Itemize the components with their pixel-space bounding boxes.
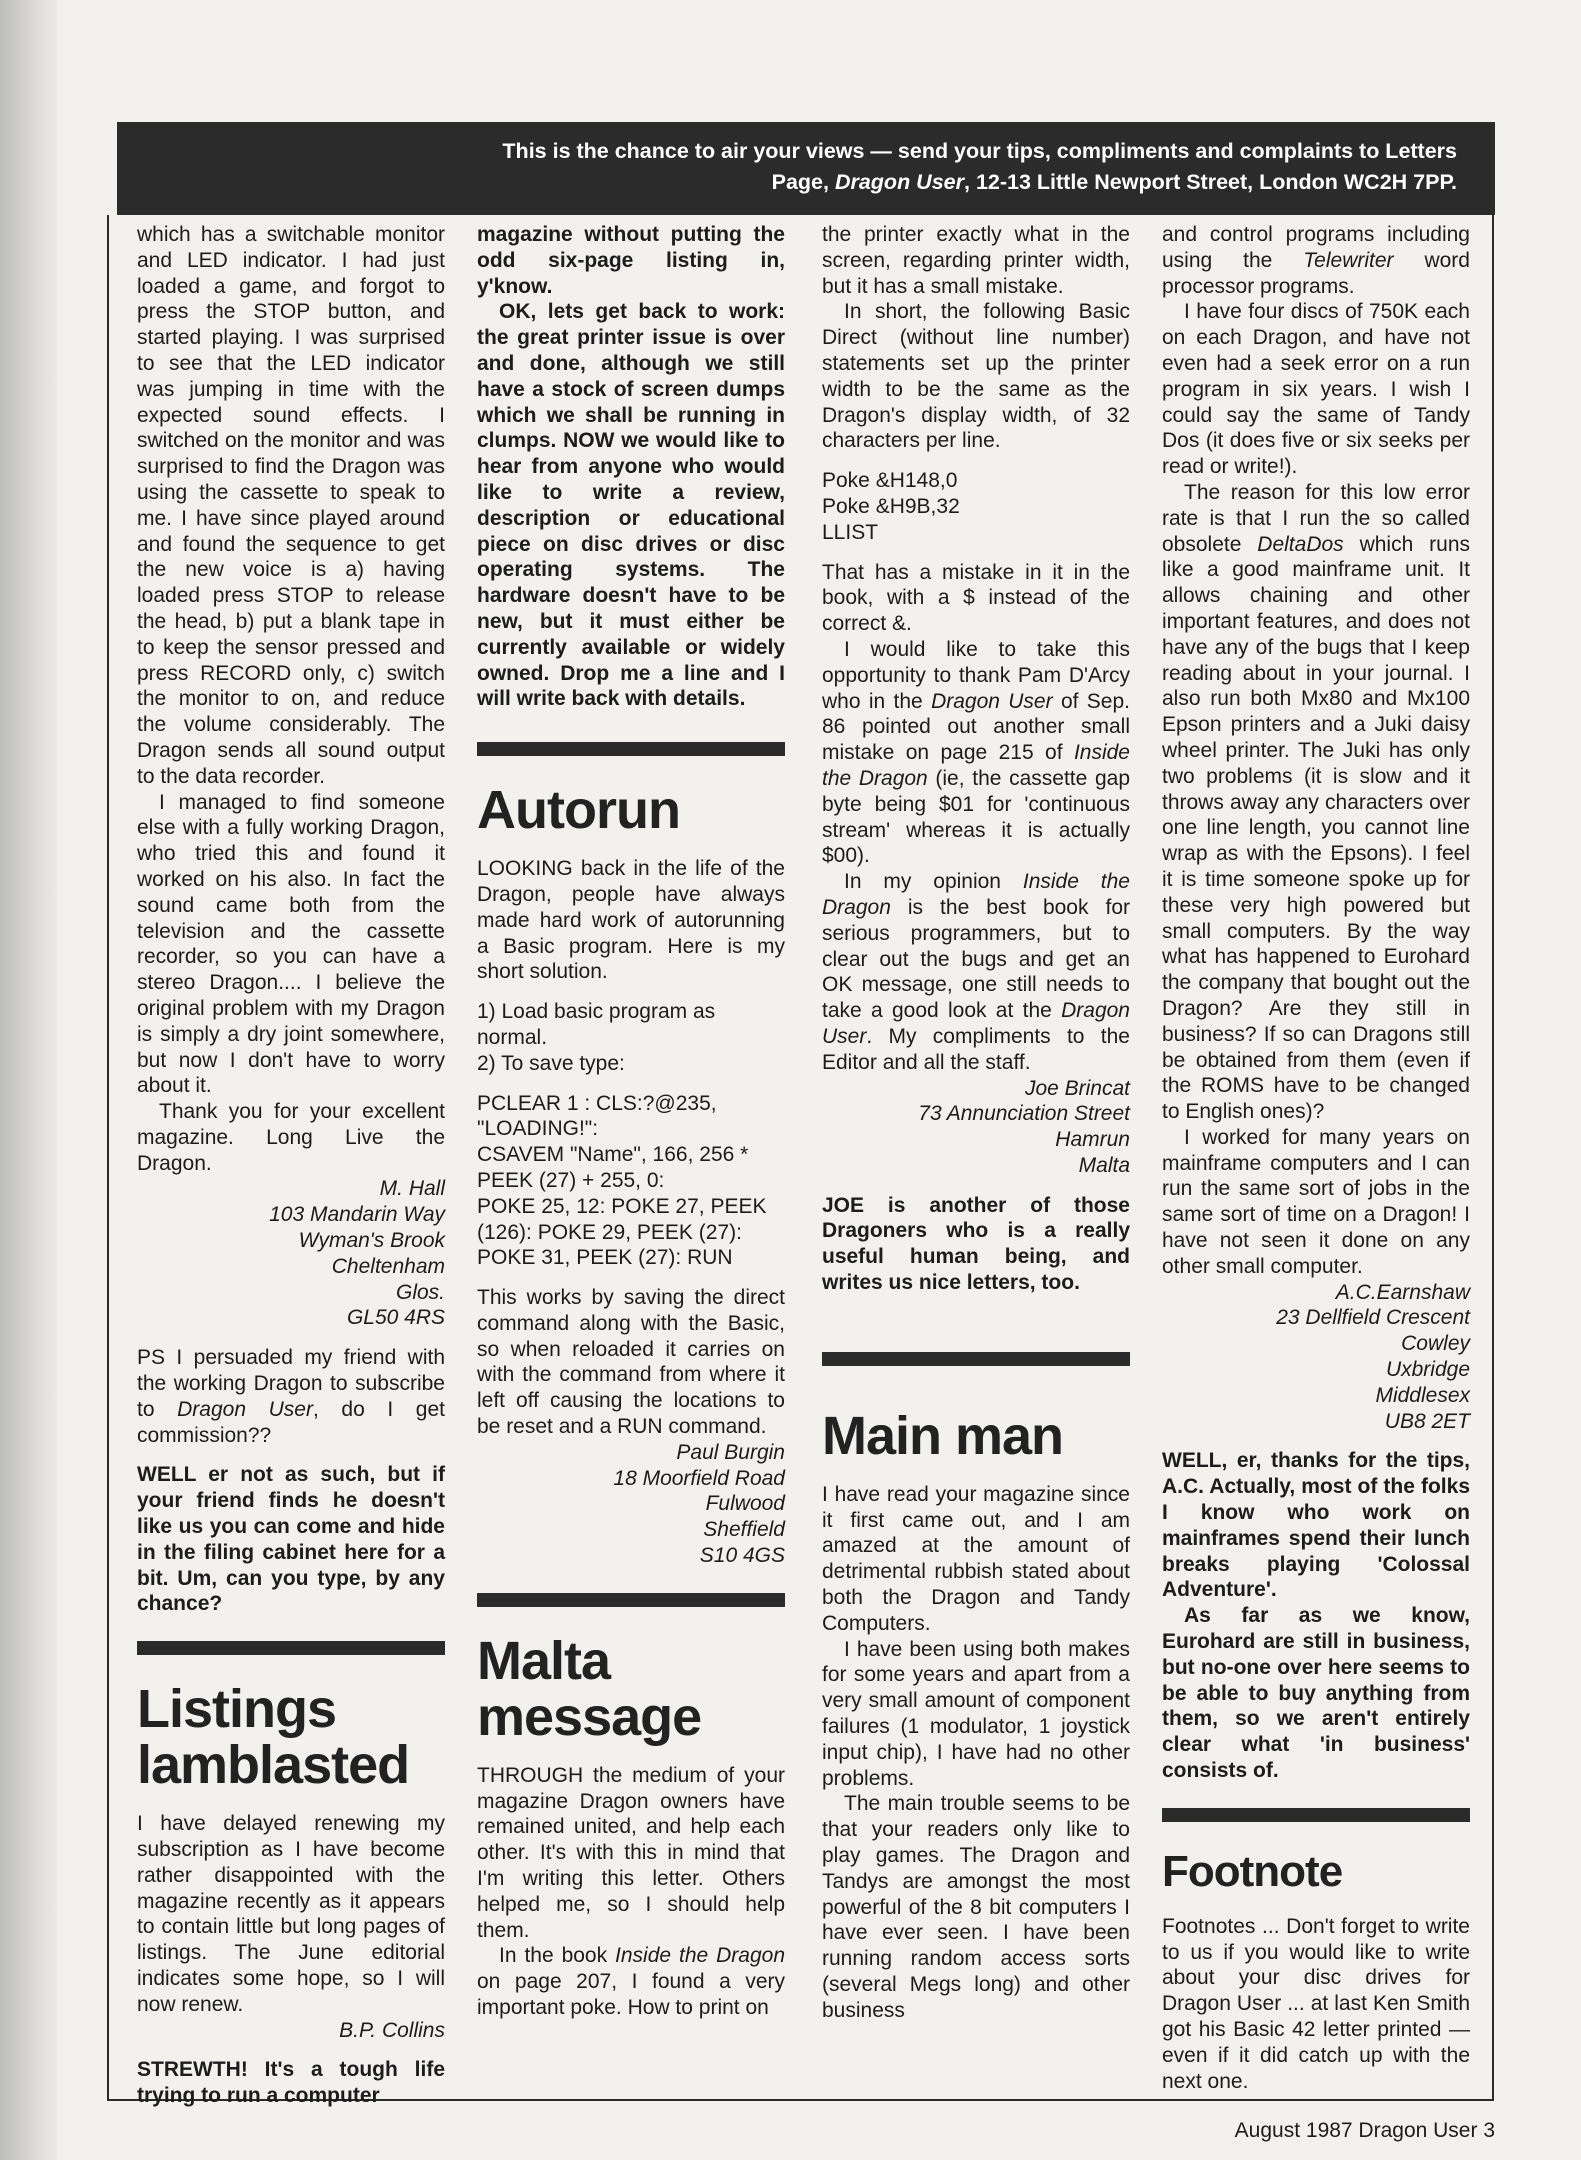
postscript [137, 1345, 445, 1448]
header-text [307, 136, 1457, 198]
code-line: CSAVEM "Name", 166, 256 * [477, 1143, 749, 1167]
letter-paragraph: Thank you for your excellent magazine. Long Live the Dragon. [137, 1100, 445, 1175]
letters-header-banner [117, 122, 1495, 215]
page-folio: August 1987 Dragon User 3 [1234, 2119, 1495, 2142]
signature-line: Cowley [1401, 1332, 1470, 1356]
header-magazine-name: Dragon User [834, 170, 964, 194]
signature-name: A.C.Earnshaw [1335, 1280, 1470, 1304]
letter-paragraph: I have been using both makes for some years and apart from a very small amount of component failures (1 modulator, 1 joystick input chip), I have had no other problems. [822, 1637, 1130, 1790]
paragraph-text: is the best book for serious programmers, but to clear out the bugs and get an OK message, one still needs to take a good look at the [822, 895, 1130, 1023]
letter-paragraph: I have four discs of 750K each on each Dragon, and have not even had a seek error on a run program in six years. I wish I could say the same of Tandy Dos (it does five or six seeks per read or write!). [1162, 300, 1470, 479]
paragraph-text: In my opinion [844, 870, 1023, 894]
header-line-2-post: , 12-13 Little Newport Street, London WC2H 7PP. [964, 170, 1457, 194]
section-divider [477, 742, 785, 756]
letter-paragraph: the printer exactly what in the screen, regarding printer width, but it has a small mistake. [822, 223, 1130, 298]
letter-paragraph: Footnotes ... Don't forget to write to us if you would like to write about your disc drives for Dragon User ... at last Ken Smith got his Basic 42 letter printed — even if it did catch up with the next one. [1162, 1914, 1470, 2093]
signature-line: Malta [1078, 1153, 1130, 1177]
code-line: PCLEAR 1 : CLS:?@235, [477, 1091, 717, 1115]
signature-name: Joe Brincat [1024, 1076, 1130, 1100]
program-name: Telewriter [1303, 248, 1394, 272]
letter-paragraph: THROUGH the medium of your magazine Dragon owners have remained united, and help each other. It's with this in mind that I'm writing this letter. Others helped me, so I should help them. [477, 1763, 785, 1942]
paragraph-text-end: on page 207, I found a very important poke. How to print on [477, 1970, 785, 2020]
magazine-name: Dragon User [822, 999, 1130, 1048]
signature-line: Cheltenham [331, 1254, 445, 1278]
code-line: (126): POKE 29, PEEK (27): [477, 1220, 742, 1244]
book-title: Inside the Dragon [615, 1944, 785, 1968]
signature-line: 73 Annunciation Street [918, 1102, 1130, 1126]
signature-line: 23 Dellfield Crescent [1276, 1306, 1470, 1330]
signature-line: Middlesex [1375, 1383, 1470, 1407]
paragraph-text: . My compliments to the Editor and all the staff. [822, 1024, 1130, 1074]
signature-name: B.P. Collins [339, 2018, 445, 2042]
letter-paragraph [1162, 480, 1470, 1125]
code-line: Poke &H148,0 [822, 469, 958, 493]
paragraph-text: which runs like a good mainframe unit. It allows chaining and other important features, and does not have any of the bugs that I keep reading about in your journal. I also run both Mx80 and Mx100 Epson printers and a Juki daisy wheel printer. The Juki has only two problems (it is slow and it throws away any characters over one line length, you cannot line wrap as with the Epsons). I feel it is time someone spoke up for these very high powered but small computers. By the way what has happened to Eurohard the company that bought out the Dragon? Are they still in business? If so can Dragons still be obtained from them (even if the ROMS have to be changed to English ones)? [1162, 532, 1470, 1124]
column-1 [137, 222, 445, 2109]
dos-name: DeltaDos [1257, 532, 1344, 556]
letter-paragraph: That has a mistake in it in the book, with a $ instead of the correct &. [822, 560, 1130, 636]
code-line: PEEK (27) + 255, 0: [477, 1168, 665, 1192]
signature-line: Wyman's Brook [298, 1229, 445, 1253]
headline-autorun: Autorun [477, 780, 680, 841]
letter-signature [477, 1440, 785, 1569]
letter-paragraph [1162, 222, 1470, 299]
header-line-1: This is the chance to air your views — send your tips, compliments and complaints to Letters [502, 139, 1457, 163]
headline-main-man: Main man [822, 1405, 1064, 1466]
letter-paragraph: which has a switchable monitor and LED indicator. I had just loaded a game, and forgot to press the STOP button, and started playing. I was surprised to see that the LED indicator was jumping in time with the expected sound effects. I switched on the monitor and was surprised to find the Dragon was using the cassette to speak to me. I have since played around and found the sequence to get the new voice is a) having loaded press STOP to release the head, b) put a blank tape in to keep the sensor pressed and press RECORD only, c) switch the monitor to on, and reduce the volume considerably. The Dragon sends all sound output to the data recorder. [137, 223, 445, 788]
section-divider [137, 1641, 445, 1655]
instruction-steps [477, 999, 785, 1076]
code-line: POKE 31, PEEK (27): RUN [477, 1246, 733, 1270]
code-line: Poke &H9B,32 [822, 494, 960, 518]
code-listing [477, 1091, 785, 1272]
instruction-step: 1) Load basic program as normal. [477, 1000, 716, 1049]
letter-paragraph: I have read your magazine since it first came out, and I am amazed at the amount of detrimental rubbish stated about both the Dragon and Tandy Computers. [822, 1482, 1130, 1635]
postscript-text-end: , do I get commission?? [137, 1397, 445, 1447]
headline-listings-lamblasted: Listings lamblasted [137, 1679, 410, 1796]
signature-line: Uxbridge [1385, 1358, 1470, 1382]
headline-malta-message: Malta message [477, 1630, 702, 1747]
letter-paragraph: LOOKING back in the life of the Dragon, people have always made hard work of autorunning a Basic program. Here is my short solution. [477, 857, 785, 984]
letter-paragraph [477, 1943, 785, 2020]
section-divider [822, 1352, 1130, 1366]
headline-footnote: Footnote [1162, 1846, 1343, 1896]
signature-line: S10 4GS [699, 1544, 785, 1568]
editor-reply: OK, lets get back to work: the great printer issue is over and done, although we still have a stock of screen dumps which we shall be running in clumps. NOW we would like to hear from anyone who would like to write a review, description or educational piece on disc drives or disc operating systems. The hardware doesn't have to be new, but it must either be currently available or widely owned. Drop me a line and I will write back with details. [477, 300, 785, 711]
book-title: Inside the Dragon [822, 870, 1130, 919]
letter-signature [822, 1076, 1130, 1179]
paragraph-text: The reason for this low error rate is that I run the so called obsolete [1162, 480, 1470, 556]
header-line-2-pre: Page, [771, 170, 835, 194]
letter-paragraph: In short, the following Basic Direct (without line number) statements set up the printer width to be the same as the Dragon's display width, of 32 characters per line. [822, 300, 1130, 453]
signature-line: Glos. [395, 1280, 445, 1304]
signature-line: GL50 4RS [346, 1306, 445, 1330]
code-listing [822, 468, 1130, 545]
code-line: LLIST [822, 520, 879, 544]
editor-reply: magazine without putting the odd six-page listing in, y'know. [477, 223, 785, 298]
signature-line: Sheffield [703, 1518, 785, 1542]
letter-paragraph [822, 637, 1130, 869]
editor-reply: STREWTH! It's a tough life trying to run a computer [137, 2058, 445, 2108]
editor-reply: WELL er not as such, but if your friend finds he doesn't like us you can come and hide in the filing cabinet here for a bit. Um, can you type, by any chance? [137, 1463, 445, 1616]
section-divider [1162, 1808, 1470, 1822]
signature-line: Fulwood [705, 1492, 785, 1516]
signature-name: M. Hall [379, 1177, 445, 1201]
signature-line: 103 Mandarin Way [269, 1203, 445, 1227]
book-title: Inside the Dragon [822, 741, 1130, 790]
paragraph-text: word processor programs. [1162, 248, 1470, 298]
signature-line: Hamrun [1055, 1128, 1130, 1152]
section-divider [477, 1593, 785, 1607]
letter-paragraph: I have delayed renewing my subscription as I have become rather disappointed with the magazine recently as it appears to contain little but long pages of listings. The June editorial indicates some hope, so I will now renew. [137, 1812, 445, 2016]
paragraph-text: (ie, the cassette gap byte being $01 for 'continuous stream' whereas it is actually $00). [822, 766, 1130, 868]
editor-reply: JOE is another of those Dragoners who is a really useful human being, and writes us nice letters, too. [822, 1193, 1130, 1295]
letter-signature [137, 1176, 445, 1331]
column-3 [822, 222, 1130, 2024]
letter-paragraph: I worked for many years on mainframe computers and I can run the same sort of jobs in the same sort of time on a Dragon! I have not seen it done on any other small computer. [1162, 1125, 1470, 1278]
letter-paragraph: I managed to find someone else with a fully working Dragon, who tried this and found it worked on his also. In fact the sound came both from the television and the cassette recorder, so you can have a stereo Dragon.... I believe the original problem with my Dragon is simply a dry joint somewhere, but now I don't have to worry about it. [137, 790, 445, 1098]
page-spine-shadow [0, 0, 58, 2160]
letter-paragraph [822, 869, 1130, 1075]
signature-name: Paul Burgin [676, 1440, 785, 1464]
column-4 [1162, 222, 1470, 2094]
code-line: "LOADING!": [477, 1117, 599, 1141]
postscript-text: PS I persuaded my friend with the working Dragon to subscribe to [137, 1346, 445, 1421]
magazine-name: Dragon User [931, 689, 1053, 713]
column-2 [477, 222, 785, 2021]
header-line-2 [307, 167, 1457, 198]
postscript-magazine: Dragon User [177, 1397, 313, 1421]
paragraph-text: In the book [499, 1944, 616, 1968]
paragraph-text: of Sep. 86 pointed out another small mistake on page 215 of [822, 689, 1130, 765]
editor-reply: WELL, er, thanks for the tips, A.C. Actually, most of the folks I know who work on mainframes spend their lunch breaks playing 'Colossal Adventure'. [1162, 1449, 1470, 1602]
paragraph-text: I would like to take this opportunity to thank Pam D'Arcy who in the [822, 637, 1130, 713]
signature-line: 18 Moorfield Road [613, 1466, 785, 1490]
code-line: POKE 25, 12: POKE 27, PEEK [477, 1194, 767, 1218]
letter-paragraph: This works by saving the direct command along with the Basic, so when reloaded it carries on with the command from where it left off causing the locations to be reset and a RUN command. [477, 1286, 785, 1439]
editor-reply: As far as we know, Eurohard are still in business, but no-one over here seems to be able to buy anything from them, so we aren't entirely clear what 'in business' consists of. [1162, 1604, 1470, 1783]
instruction-step: 2) To save type: [477, 1051, 625, 1075]
signature-line: UB8 2ET [1384, 1409, 1470, 1433]
letter-paragraph: The main trouble seems to be that your readers only like to play games. The Dragon and Tandys are amongst the most powerful of the 8 bit computers I have ever seen. I have been running random access sorts (several Megs long) and other business [822, 1792, 1130, 2022]
letter-signature [1162, 1280, 1470, 1435]
paragraph-text: and control programs including using the [1162, 223, 1470, 272]
